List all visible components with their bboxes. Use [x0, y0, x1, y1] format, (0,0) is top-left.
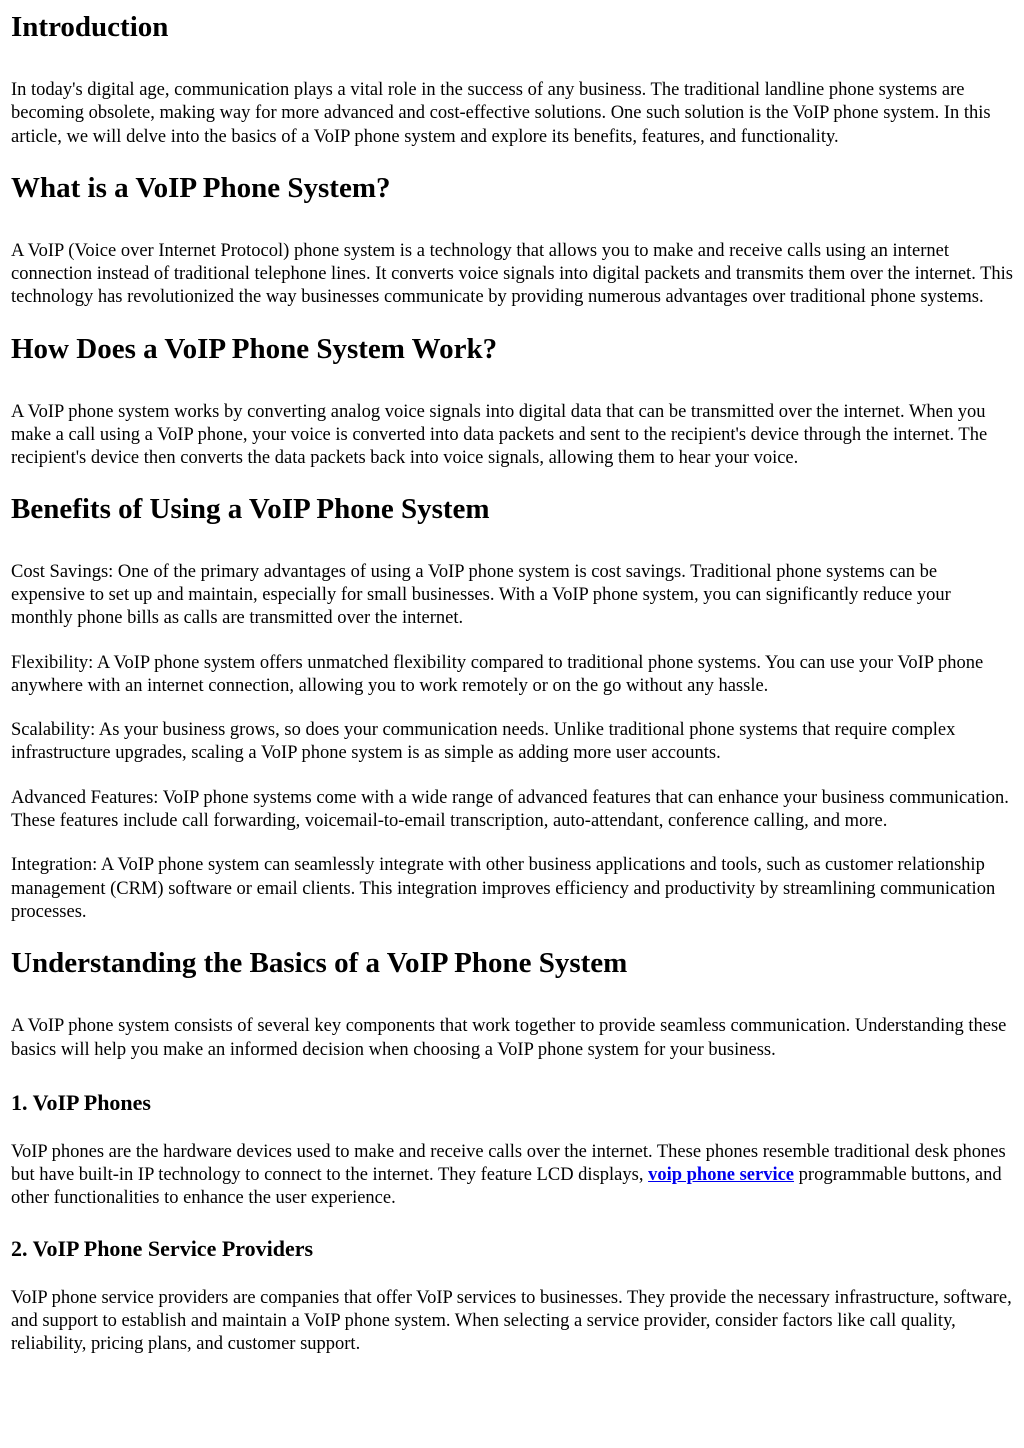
heading-voip-phones: 1. VoIP Phones: [11, 1089, 151, 1115]
heading-introduction: Introduction: [11, 11, 169, 43]
paragraph-flexibility: Flexibility: A VoIP phone system offers unmatched flexibility compared to traditional phone systems. You can use your VoIP phone anywhere with an internet connection, allowing you to work remotely or on the go without any hassle.: [11, 652, 984, 696]
paragraph-voip-phones-text-end: programmable buttons, and other functionalities to enhance the user experience.: [11, 1165, 1002, 1209]
heading-understanding-basics: Understanding the Basics of a VoIP Phone System: [11, 947, 628, 980]
heading-what-is-voip: What is a VoIP Phone System?: [11, 171, 391, 204]
paragraph-voip-service-providers: VoIP phone service providers are companies that offer VoIP services to businesses. They provide the necessary infrastructure, software, and support to establish and maintain a VoIP phone system. When selecting a service provider, consider factors like call quality, reliability, pricing plans, and customer support.: [11, 1287, 1012, 1355]
paragraph-cost-savings: Cost Savings: One of the primary advantages of using a VoIP phone system is cost savings. Traditional phone systems can be expensive to set up and maintain, especially for small businesses. With a VoIP phone system, you can significantly reduce your monthly phone bills as calls are transmitted over the internet.: [11, 561, 951, 629]
paragraph-voip-phones: [11, 1141, 1013, 1211]
paragraph-integration: Integration: A VoIP phone system can seamlessly integrate with other business applications and tools, such as customer relationship management (CRM) software or email clients. This integration improves efficiency and productivity by streamlining communication processes.: [11, 855, 996, 922]
voip-phone-service-link[interactable]: voip phone service: [648, 1165, 795, 1186]
paragraph-voip-phones-text-start: VoIP phones are the hardware devices used to make and receive calls over the internet. These phones resemble traditional desk phones but have built-in IP technology to connect to the internet. They feature LCD displays,: [11, 1141, 1006, 1186]
paragraph-advanced-features: Advanced Features: VoIP phone systems come with a wide range of advanced features that can enhance your business communication. These features include call forwarding, voicemail-to-email transcription, auto-attendant, conference calling, and more.: [11, 787, 1009, 832]
paragraph-understanding-basics: A VoIP phone system consists of several key components that work together to provide seamless communication. Understanding these basics will help you make an informed decision when choosing a VoIP phone system for your business.: [11, 1016, 1007, 1060]
paragraph-how-voip-works: A VoIP phone system works by converting analog voice signals into digital data that can be transmitted over the internet. When you make a call using a VoIP phone, your voice is converted into data packets and sent to the recipient's device through the internet. The recipient's device then converts the data packets back into voice signals, allowing them to hear your voice.: [11, 401, 988, 469]
paragraph-what-is-voip: A VoIP (Voice over Internet Protocol) phone system is a technology that allows you to make and receive calls using an internet connection instead of traditional telephone lines. It converts voice signals into digital packets and transmits them over the internet. This technology has revolutionized the way businesses communicate by providing numerous advantages over traditional phone systems.: [11, 240, 1013, 308]
paragraph-scalability: Scalability: As your business grows, so does your communication needs. Unlike traditional phone systems that require complex infrastructure upgrades, scaling a VoIP phone system is as simple as adding more user accounts.: [11, 720, 956, 764]
heading-voip-service-providers: 2. VoIP Phone Service Providers: [11, 1235, 314, 1261]
heading-how-voip-works: How Does a VoIP Phone System Work?: [11, 332, 498, 365]
heading-benefits: Benefits of Using a VoIP Phone System: [11, 492, 490, 525]
paragraph-introduction: In today's digital age, communication plays a vital role in the success of any business. The traditional landline phone systems are becoming obsolete, making way for more advanced and cost-effective solutions. One such solution is the VoIP phone system. In this article, we will delve into the basics of a VoIP phone system and explore its benefits, features, and functionality.: [11, 80, 991, 147]
